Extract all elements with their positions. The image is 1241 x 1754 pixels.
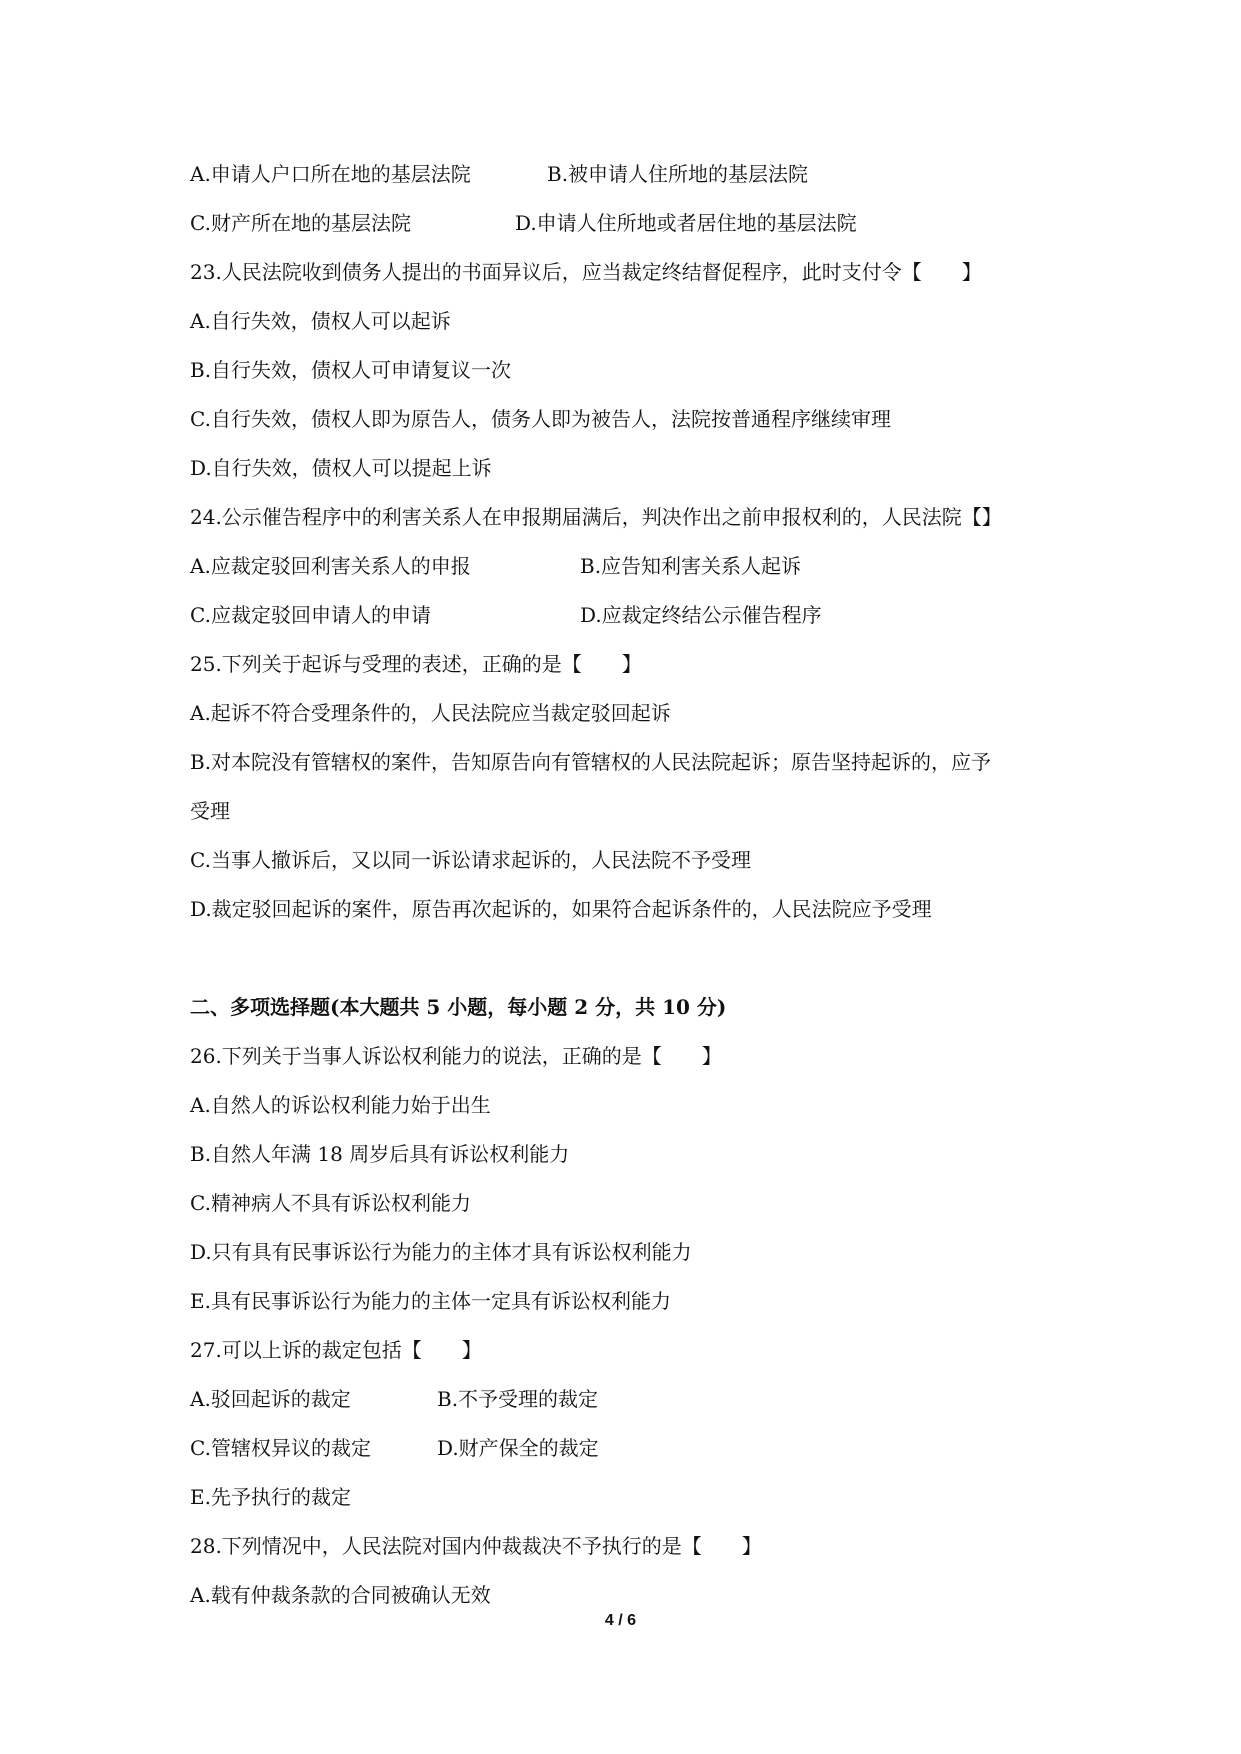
- q25-option-d: D.裁定驳回起诉的案件，原告再次起诉的，如果符合起诉条件的，人民法院应予受理: [190, 897, 932, 921]
- q26-option-b: B.自然人年满 18 周岁后具有诉讼权利能力: [190, 1142, 570, 1166]
- q25-option-b-line1: B.对本院没有管辖权的案件，告知原告向有管辖权的人民法院起诉；原告坚持起诉的，应予: [190, 750, 992, 774]
- q27-option-c: C.管辖权异议的裁定: [190, 1436, 371, 1460]
- q28-option-a: A.载有仲裁条款的合同被确认无效: [190, 1583, 491, 1607]
- q27-option-d: D.财产保全的裁定: [437, 1436, 599, 1460]
- q22-option-b: B.被申请人住所地的基层法院: [547, 162, 809, 186]
- q24-option-d: D.应裁定终结公示催告程序: [580, 603, 822, 627]
- q23-option-d: D.自行失效，债权人可以提起上诉: [190, 456, 492, 480]
- q27-stem: 27.可以上诉的裁定包括【 】: [190, 1338, 482, 1362]
- q23-option-b: B.自行失效，债权人可申请复议一次: [190, 358, 512, 382]
- q25-option-a: A.起诉不符合受理条件的，人民法院应当裁定驳回起诉: [190, 701, 671, 725]
- q25-stem: 25.下列关于起诉与受理的表述，正确的是【 】: [190, 652, 642, 676]
- q26-option-c: C.精神病人不具有诉讼权利能力: [190, 1191, 471, 1215]
- section-heading: 二、多项选择题(本大题共 5 小题，每小题 2 分，共 10 分): [190, 995, 727, 1019]
- q26-option-a: A.自然人的诉讼权利能力始于出生: [190, 1093, 491, 1117]
- page-number: 4 / 6: [604, 1612, 637, 1629]
- q22-option-d: D.申请人住所地或者居住地的基层法院: [515, 211, 857, 235]
- q25-option-b-line2: 受理: [190, 799, 230, 823]
- q27-option-b: B.不予受理的裁定: [437, 1387, 599, 1411]
- q23-stem: 23.人民法院收到债务人提出的书面异议后，应当裁定终结督促程序，此时支付令【 】: [190, 260, 982, 284]
- q24-option-c: C.应裁定驳回申请人的申请: [190, 603, 431, 627]
- q27-option-e: E.先予执行的裁定: [190, 1485, 351, 1509]
- q26-option-e: E.具有民事诉讼行为能力的主体一定具有诉讼权利能力: [190, 1289, 671, 1313]
- q25-option-c: C.当事人撤诉后，又以同一诉讼请求起诉的，人民法院不予受理: [190, 848, 751, 872]
- q24-option-a: A.应裁定驳回利害关系人的申报: [190, 554, 471, 578]
- q23-option-c: C.自行失效，债权人即为原告人，债务人即为被告人，法院按普通程序继续审理: [190, 407, 891, 431]
- q22-option-a: A.申请人户口所在地的基层法院: [190, 162, 471, 186]
- q24-option-b: B.应告知利害关系人起诉: [580, 554, 802, 578]
- q26-stem: 26.下列关于当事人诉讼权利能力的说法，正确的是【 】: [190, 1044, 722, 1068]
- q27-option-a: A.驳回起诉的裁定: [190, 1387, 351, 1411]
- q23-option-a: A.自行失效，债权人可以起诉: [190, 309, 451, 333]
- q26-option-d: D.只有具有民事诉讼行为能力的主体才具有诉讼权利能力: [190, 1240, 692, 1264]
- q28-stem: 28.下列情况中，人民法院对国内仲裁裁决不予执行的是【 】: [190, 1534, 762, 1558]
- q24-stem: 24.公示催告程序中的利害关系人在申报期届满后，判决作出之前申报权利的，人民法院【】: [190, 505, 1002, 529]
- q22-option-c: C.财产所在地的基层法院: [190, 211, 411, 235]
